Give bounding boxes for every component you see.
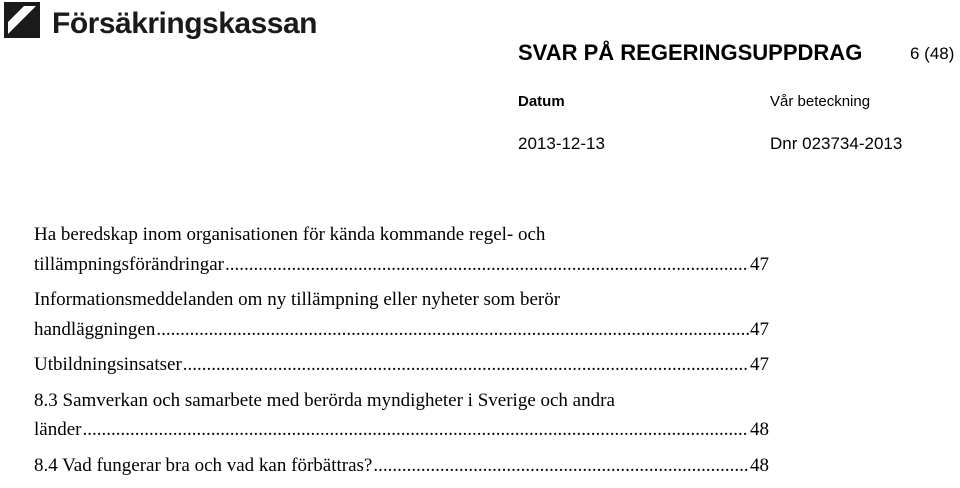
toc-entry-title: Utbildningsinsatser bbox=[34, 354, 182, 375]
toc-page-number: 47 bbox=[750, 318, 769, 340]
toc-entry[interactable] bbox=[34, 386, 769, 445]
table-of-contents bbox=[34, 220, 769, 480]
toc-entry[interactable] bbox=[34, 451, 769, 481]
toc-entry-text: 8.3 Samverkan och samarbete med berörda myndigheter i Sverige och andra bbox=[34, 389, 615, 411]
toc-leader-dots bbox=[82, 415, 749, 445]
toc-entry-title: länder bbox=[34, 419, 82, 440]
logo-mark-icon bbox=[4, 2, 40, 38]
page-indicator: 6 (48) bbox=[910, 44, 955, 63]
toc-entry-line bbox=[34, 415, 769, 445]
toc-entry-text: Ha beredskap inom organisationen för kända kommande regel- och bbox=[34, 224, 546, 245]
toc-leader-dots bbox=[373, 451, 749, 481]
toc-leader-dots bbox=[225, 250, 749, 280]
toc-page-number: 48 bbox=[750, 454, 769, 476]
toc-entry-line bbox=[34, 350, 769, 380]
toc-entry-title: handläggningen bbox=[34, 318, 156, 340]
toc-entry[interactable] bbox=[34, 285, 769, 344]
toc-entry-line bbox=[34, 315, 769, 345]
toc-page-number: 47 bbox=[750, 354, 769, 375]
toc-page-number: 48 bbox=[750, 419, 769, 440]
toc-entry[interactable] bbox=[34, 350, 769, 380]
toc-entry-line bbox=[34, 451, 769, 481]
toc-leader-dots bbox=[183, 350, 749, 380]
reference-label: Vår beteckning bbox=[770, 93, 871, 110]
toc-entry[interactable] bbox=[34, 220, 769, 279]
date-value: 2013-12-13 bbox=[518, 134, 605, 153]
logo-text: Försäkringskassan bbox=[52, 7, 317, 40]
toc-page-number: 47 bbox=[750, 253, 769, 275]
toc-entry-text: Informationsmeddelanden om ny tillämpning eller nyheter som berör bbox=[34, 289, 561, 310]
toc-entry-line bbox=[34, 250, 769, 280]
toc-entry-title: 8.4 Vad fungerar bra och vad kan förbättras? bbox=[34, 454, 373, 476]
logo bbox=[4, 2, 317, 38]
toc-entry-title: tillämpningsförändringar bbox=[34, 253, 224, 275]
toc-leader-dots bbox=[156, 315, 749, 345]
document-title: SVAR PÅ REGERINGSUPPDRAG bbox=[518, 40, 863, 65]
date-label: Datum bbox=[518, 93, 565, 110]
reference-value: Dnr 023734-2013 bbox=[770, 134, 903, 153]
